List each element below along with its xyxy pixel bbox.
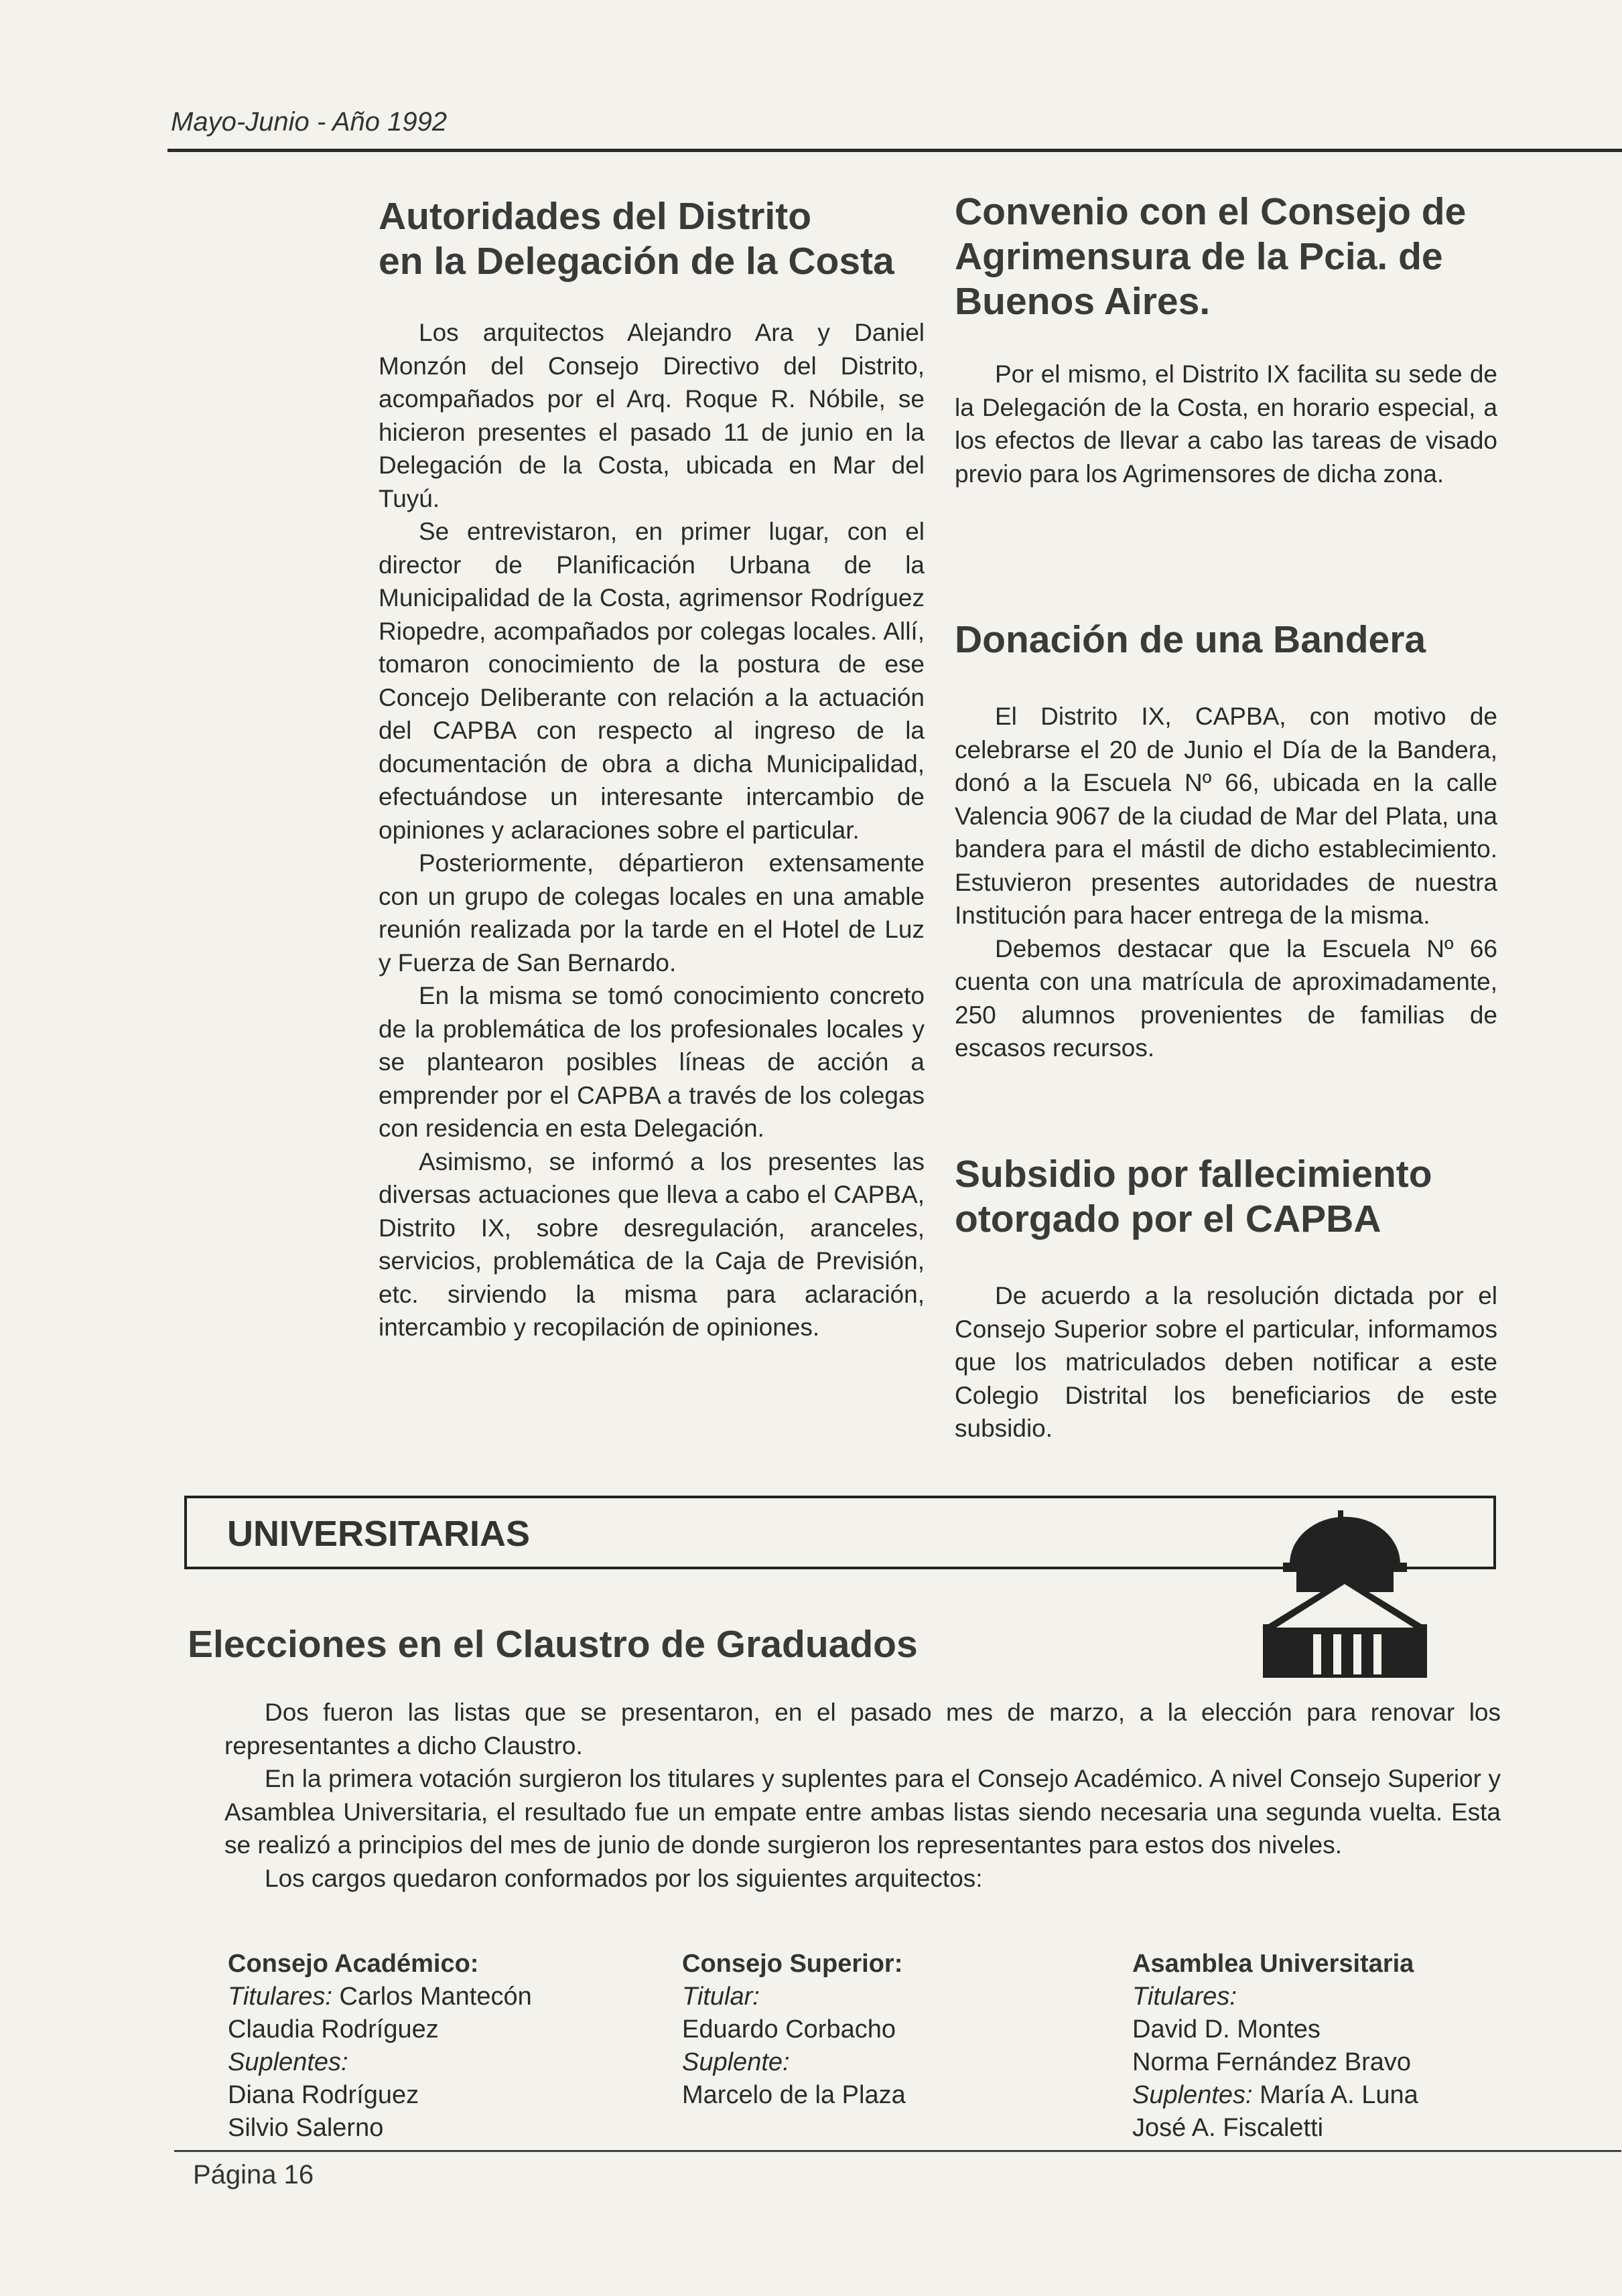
article-title [955,190,1497,324]
member-name: Diana Rodríguez [228,2081,419,2109]
title-line: otorgado por el CAPBA [955,1198,1381,1240]
paragraph: En la misma se tomó conocimiento concreto de la problemática de los profesionales locales y se plantearon posibles líneas de acción a emprender por el CAPBA a través de los colegas con residencia en esta Delegación. [379,982,925,1142]
paragraph: Posteriormente, départieron extensamente con un grupo de colegas locales en una amable reunión realizada por la tarde en el Hotel de Luz y Fuerza de San Bernardo. [379,849,925,977]
paragraph: En la primera votación surgieron los titulares y suplentes para el Consejo Académico. A nivel Consejo Superior y Asamblea Universitaria, el resultado fue un empate entre ambas listas siendo necesaria una segunda vuelta. Esta se realizó a principios del mes de junio de donde surgieron los representantes para estos dos niveles. [224,1765,1501,1859]
role-label: Suplente: [682,2048,790,2076]
article-subsidio [955,1152,1497,1445]
list-heading: Consejo Académico: [228,1950,479,1978]
page-number: Página 16 [193,2160,314,2190]
title-line: Autoridades del Distrito [379,195,812,238]
title-line: Subsidio por fallecimiento [955,1153,1432,1196]
list-heading: Consejo Superior: [682,1950,903,1978]
list-asamblea-universitaria [1132,1948,1418,2145]
title-line: Convenio con el Consejo de [955,190,1467,233]
member-name: José A. Fiscaletti [1132,2114,1324,2142]
title-line: en la Delegación de la Costa [379,240,894,283]
header-rule [167,149,1622,152]
role-label: Suplentes: [1132,2081,1253,2109]
issue-date: Mayo-Junio - Año 1992 [171,107,448,137]
paragraph: Dos fueron las listas que se presentaron, en el pasado mes de marzo, a la elección para renovar los representantes a dicho Claustro. [224,1699,1501,1760]
member-name: Norma Fernández Bravo [1132,2048,1412,2076]
role-label: Titular: [682,1983,760,2011]
article-body [955,700,1497,1065]
paragraph: Se entrevistaron, en primer lugar, con el director de Planificación Urbana de la Municipalidad de la Costa, agrimensor Rodríguez Riopedre, acompañados por colegas locales. Allí, tomaron conocimiento de la postura de ese Concejo Deliberante con relación a la actuación del CAPBA con respecto al ingreso de la documentación de obra a dicha Municipalidad, efectuándose un interesante intercambio de opiniones y aclaraciones sobre el particular. [379,518,925,844]
member-name: María A. Luna [1260,2081,1418,2109]
list-consejo-academico [228,1948,532,2145]
paragraph: Los arquitectos Alejandro Ara y Daniel Monzón del Consejo Directivo del Distrito, acompañados por el Arq. Roque R. Nóbile, se hicieron presentes el pasado 11 de junio en la Delegación de la Costa, ubicada en Mar del Tuyú. [379,319,925,512]
article-elecciones-body [224,1696,1501,1895]
article-bandera [955,618,1497,1065]
member-name: Silvio Salerno [228,2114,384,2142]
section-label: UNIVERSITARIAS [227,1514,531,1554]
member-name: Claudia Rodríguez [228,2015,439,2043]
title-line: Agrimensura de la Pcia. de [955,235,1443,278]
paragraph: Debemos destacar que la Escuela Nº 66 cuenta con una matrícula de aproximadamente, 250 alumnos provenientes de familias de escasos recursos. [955,934,1497,1062]
article-title [955,1152,1497,1242]
paragraph: Los cargos quedaron conformados por los siguientes arquitectos: [265,1864,983,1892]
member-name: David D. Montes [1132,2015,1321,2043]
article-title: Elecciones en el Claustro de Graduados [188,1623,918,1666]
university-building-icon [1263,1510,1427,1678]
paragraph: El Distrito IX, CAPBA, con motivo de celebrarse el 20 de Junio el Día de la Bandera, donó a la Escuela Nº 66, ubicada en la calle Valencia 9067 de la ciudad de Mar del Plata, una bandera para el mástil de dicho establecimiento. Estuvieron presentes autoridades de nuestra Institución para hacer entrega de la misma. [955,703,1497,929]
role-label: Suplentes: [228,2048,348,2076]
article-autoridades [379,194,925,1344]
member-name: Eduardo Corbacho [682,2015,896,2043]
member-name: Carlos Mantecón [339,1983,532,2011]
member-name: Marcelo de la Plaza [682,2081,906,2109]
article-convenio [955,190,1497,490]
footer-rule [174,2150,1621,2152]
article-body [379,316,925,1344]
title-line: Buenos Aires. [955,280,1211,323]
article-body [955,1279,1497,1445]
article-title: Donación de una Bandera [955,618,1426,661]
role-label: Titulares: [1132,1983,1237,2011]
list-consejo-superior [682,1948,906,2112]
list-heading: Asamblea Universitaria [1132,1950,1414,1978]
paragraph: Por el mismo, el Distrito IX facilita su sede de la Delegación de la Costa, en horario especial, a los efectos de llevar a cabo las tareas de visado previo para los Agrimensores de dicha zona. [955,360,1497,488]
role-label: Titulares: [228,1983,332,2011]
article-body [955,358,1497,490]
paragraph: Asimismo, se informó a los presentes las diversas actuaciones que lleva a cabo el CAPBA, Distrito IX, sobre desregulación, aranceles, servicios, problemática de la Caja de Previsión, etc. sirviendo la misma para aclaración, intercambio y recopilación de opiniones. [379,1147,925,1341]
article-title [379,194,925,284]
paragraph: De acuerdo a la resolución dictada por el Consejo Superior sobre el particular, informamos que los matriculados deben notificar a este Colegio Distrital los beneficiarios de este subsidio. [955,1282,1497,1442]
